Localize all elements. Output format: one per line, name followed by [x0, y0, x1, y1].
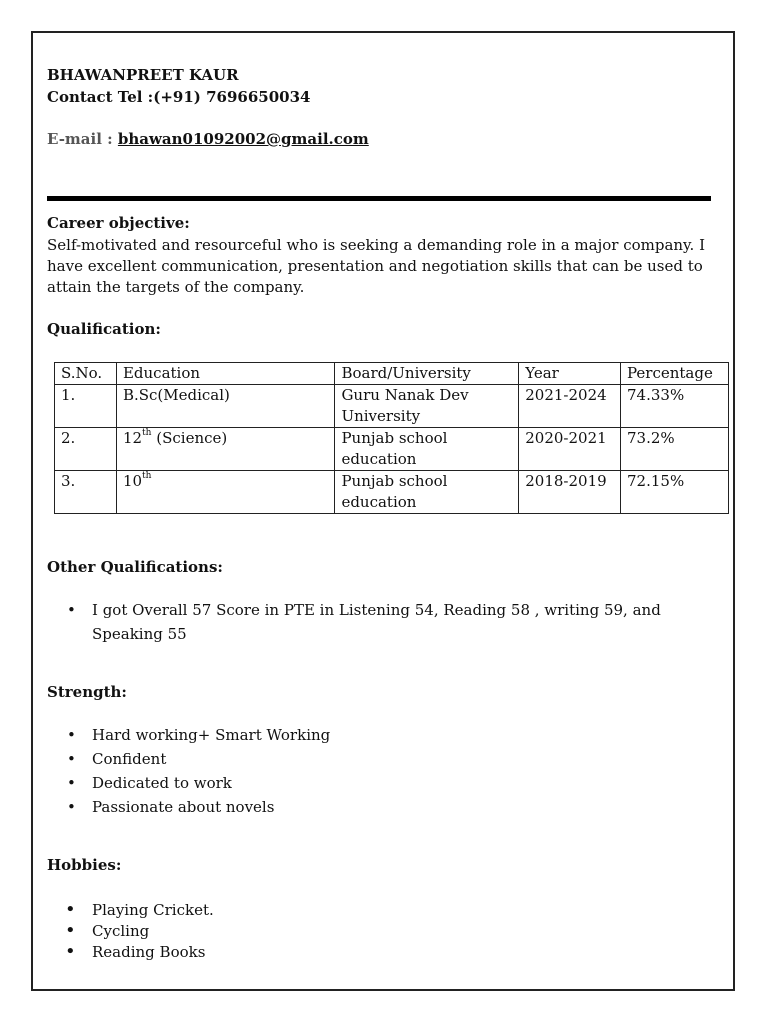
education-superscript: th	[142, 471, 152, 481]
bullet-icon: •	[67, 601, 76, 619]
bullet-icon: •	[65, 920, 76, 941]
resume-page	[31, 31, 735, 991]
cell-year: 2020-2021	[519, 428, 621, 471]
email-line	[47, 130, 369, 148]
cell-board: Guru Nanak Dev University	[335, 385, 519, 428]
candidate-name: BHAWANPREET KAUR	[47, 66, 239, 84]
list-item-text: I got Overall 57 Score in PTE in Listening 54, Reading 58 , writing 59, and Speaking 55	[92, 601, 661, 643]
bullet-icon: •	[67, 726, 76, 744]
list-item-text: Dedicated to work	[92, 774, 232, 792]
strength-heading: Strength:	[47, 683, 127, 701]
bullet-icon: •	[65, 899, 76, 920]
cell-percentage: 73.2%	[621, 428, 729, 471]
list-item	[47, 921, 717, 942]
strength-list	[47, 723, 717, 819]
other-qualifications-heading: Other Qualifications:	[47, 558, 223, 576]
cell-percentage: 72.15%	[621, 471, 729, 514]
hobbies-list	[47, 900, 717, 963]
list-item-text: Reading Books	[92, 943, 206, 961]
list-item-text: Playing Cricket.	[92, 901, 214, 919]
career-heading: Career objective:	[47, 214, 190, 232]
cell-sno: 1.	[55, 385, 117, 428]
other-qualifications-list	[47, 598, 717, 646]
cell-sno: 3.	[55, 471, 117, 514]
bullet-icon: •	[67, 774, 76, 792]
cell-board: Punjab school education	[335, 428, 519, 471]
column-header: Education	[116, 363, 335, 385]
bullet-icon: •	[65, 941, 76, 962]
hobbies-heading: Hobbies:	[47, 856, 122, 874]
email-label: E-mail :	[47, 130, 118, 148]
education-text: B.Sc(Medical)	[122, 386, 230, 404]
column-header: S.No.	[55, 363, 117, 385]
qualification-table	[54, 362, 729, 514]
cell-sno: 2.	[55, 428, 117, 471]
list-item	[47, 900, 717, 921]
career-text: Self-motivated and resourceful who is seeking a demanding role in a major company. I have excellent communication, presentation and negotiation skills that can be used to attain the targets of the company.	[47, 236, 705, 296]
cell-education	[116, 471, 335, 514]
education-suffix: (Science)	[151, 429, 228, 447]
table-header-row	[55, 363, 729, 385]
list-item-text: Passionate about novels	[92, 798, 275, 816]
cell-percentage: 74.33%	[621, 385, 729, 428]
email-link[interactable]: bhawan01092002@gmail.com	[117, 130, 369, 148]
list-item-text: Confident	[92, 750, 167, 768]
list-item	[47, 795, 717, 819]
header-divider	[47, 196, 711, 201]
list-item	[47, 723, 717, 747]
education-text: 12	[122, 429, 143, 447]
cell-board: Punjab school education	[335, 471, 519, 514]
list-item	[47, 771, 717, 795]
bullet-icon: •	[67, 750, 76, 768]
table-row	[55, 428, 729, 471]
column-header: Board/University	[335, 363, 519, 385]
qualification-heading: Qualification:	[47, 320, 161, 338]
list-item-text: Cycling	[92, 922, 150, 940]
cell-year: 2018-2019	[519, 471, 621, 514]
education-text: 10	[122, 472, 143, 490]
contact-phone: Contact Tel :(+91) 7696650034	[47, 88, 311, 106]
table-row	[55, 385, 729, 428]
education-superscript: th	[142, 428, 152, 438]
column-header: Year	[519, 363, 621, 385]
list-item-text: Hard working+ Smart Working	[92, 726, 331, 744]
cell-year: 2021-2024	[519, 385, 621, 428]
list-item	[47, 598, 717, 646]
column-header: Percentage	[621, 363, 729, 385]
cell-education	[116, 385, 335, 428]
list-item	[47, 942, 717, 963]
table-row	[55, 471, 729, 514]
cell-education	[116, 428, 335, 471]
list-item	[47, 747, 717, 771]
bullet-icon: •	[67, 798, 76, 816]
